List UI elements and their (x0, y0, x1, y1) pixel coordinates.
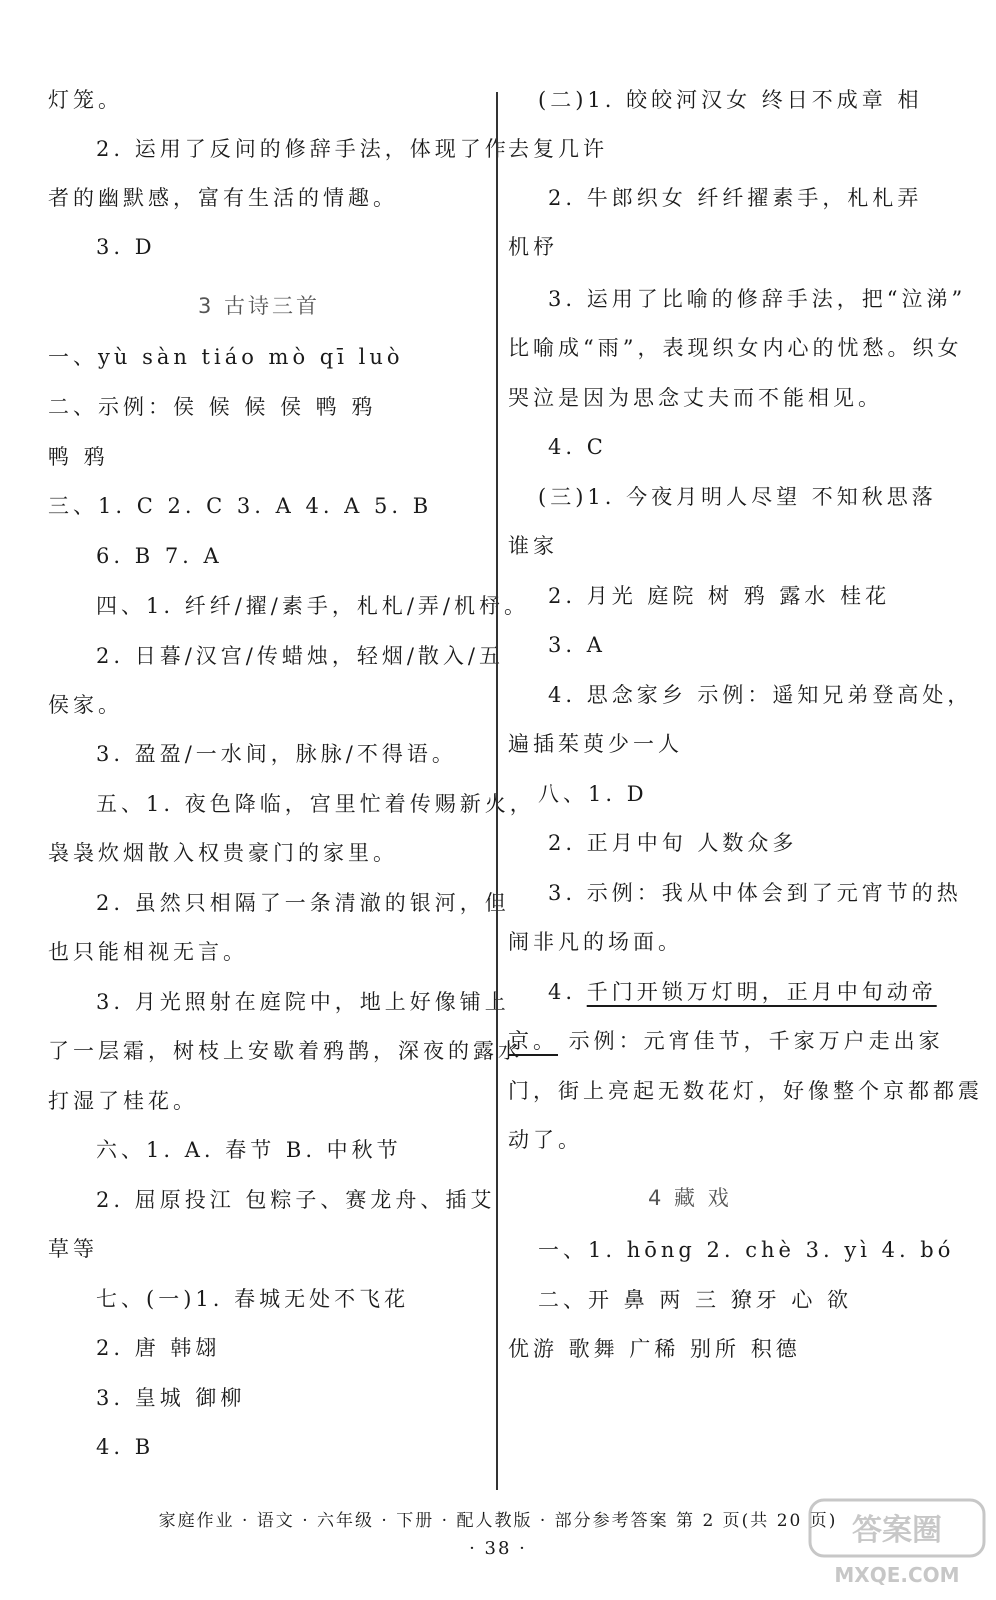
right-line-14: 遍插茱萸少一人 (508, 732, 683, 756)
left-line-3: 者的幽默感，富有生活的情趣。 (48, 186, 398, 210)
right-line-15: 八、1. D (538, 782, 648, 806)
right-line-2: 去复几许 (508, 137, 608, 161)
left-line-24: 草等 (48, 1237, 98, 1261)
right-line-24: 一、1. hōng 2. chè 3. yì 4. bó (538, 1238, 955, 1262)
left-line-27: 3. 皇城 御柳 (96, 1386, 246, 1410)
right-line-17: 3. 示例：我从中体会到了元宵节的热 (548, 881, 962, 905)
left-line-23: 2. 屈原投江 包粽子、赛龙舟、插艾 (96, 1188, 496, 1212)
right-line-16: 2. 正月中旬 人数众多 (548, 831, 798, 855)
left-line-28: 4. B (96, 1435, 155, 1459)
right-line-6: 比喻成“雨”，表现织女内心的忧愁。织女 (508, 336, 963, 360)
left-line-21: 打湿了桂花。 (48, 1089, 198, 1113)
right-line-21: 门，街上亮起无数花灯，好像整个京都都震 (508, 1079, 983, 1103)
right-line-3: 2. 牛郎织女 纤纤擢素手，札札弄 (548, 186, 923, 210)
svg-text:MXQE.COM: MXQE.COM (834, 1563, 960, 1587)
watermark-logo (808, 1496, 986, 1592)
left-line-14: 3. 盈盈/一水间，脉脉/不得语。 (96, 742, 457, 766)
left-line-11: 四、1. 纤纤/擢/素手，札札/弄/机杼。 (96, 594, 530, 618)
left-line-17: 2. 虽然只相隔了一条清澈的银河，但 (96, 891, 510, 915)
right-line-18: 闹非凡的场面。 (508, 930, 683, 954)
right-line-25: 二、开 鼻 两 三 獠牙 心 欲 (538, 1288, 853, 1312)
left-line-7: 二、示例：侯 候 候 侯 鸭 鸦 (48, 395, 377, 419)
column-divider (496, 92, 498, 1490)
left-line-19: 3. 月光照射在庭院中，地上好像铺上 (96, 990, 510, 1014)
left-line-8: 鸭 鸦 (48, 445, 109, 469)
right-line-20 (508, 1027, 944, 1055)
left-line-1: 灯笼。 (48, 88, 123, 112)
left-line-9: 三、1. C 2. C 3. A 4. A 5. B (48, 494, 433, 518)
left-line-20: 了一层霜，树枝上安歇着鸦鹊，深夜的露水 (48, 1039, 523, 1063)
right-line-5: 3. 运用了比喻的修辞手法，把“泣涕” (548, 287, 967, 311)
right-line-19 (548, 978, 937, 1006)
left-line-10: 6. B 7. A (96, 544, 223, 568)
right-line-7: 哭泣是因为思念丈夫而不能相见。 (508, 386, 883, 410)
left-line-13: 侯家。 (48, 693, 123, 717)
left-line-15: 五、1. 夜色降临，宫里忙着传赐新火， (96, 792, 535, 816)
right-line-4: 机杼 (508, 235, 558, 259)
left-line-4: 3. D (96, 235, 156, 259)
left-line-12: 2. 日暮/汉宫/传蜡烛，轻烟/散入/五 (96, 644, 505, 668)
left-line-22: 六、1. A. 春节 B. 中秋节 (96, 1138, 402, 1162)
right-line-26: 优游 歌舞 广稀 别所 积德 (508, 1337, 801, 1361)
right-line-9: (三)1. 今夜月明人尽望 不知秋思落 (538, 485, 937, 509)
section-title-3: 3 古诗三首 (198, 294, 321, 318)
left-line-6: 一、yù sàn tiáo mò qī luò (48, 345, 404, 369)
right-line-22: 动了。 (508, 1128, 583, 1152)
left-line-26: 2. 唐 韩翃 (96, 1336, 221, 1360)
left-line-16: 袅袅炊烟散入权贵豪门的家里。 (48, 841, 398, 865)
right-line-19-underlined: 千门开锁万灯明，正月中旬动帝 (586, 980, 937, 1004)
left-line-25: 七、(一)1. 春城无处不飞花 (96, 1287, 410, 1311)
right-line-12: 3. A (548, 633, 606, 657)
right-line-20-underlined: 京。 (508, 1029, 558, 1053)
page-footer: 家庭作业 · 语文 · 六年级 · 下册 · 配人教版 · 部分参考答案 第 2 页(共 20 页) (158, 1511, 838, 1531)
section-title-4: 4 藏 戏 (648, 1186, 732, 1210)
right-line-13: 4. 思念家乡 示例：遥知兄弟登高处， (548, 683, 973, 707)
right-line-1: (二)1. 皎皎河汉女 终日不成章 相 (538, 88, 923, 112)
svg-text:答案圈: 答案圈 (852, 1513, 942, 1548)
right-line-20-rest: 示例：元宵佳节，千家万户走出家 (558, 1029, 944, 1053)
right-line-8: 4. C (548, 435, 607, 459)
right-line-10: 谁家 (508, 534, 558, 558)
left-line-2: 2. 运用了反问的修辞手法，体现了作 (96, 137, 510, 161)
left-line-18: 也只能相视无言。 (48, 940, 248, 964)
right-line-19-head: 4. (548, 980, 587, 1004)
right-line-11: 2. 月光 庭院 树 鸦 露水 桂花 (548, 584, 891, 608)
page-number: · 38 · (469, 1538, 527, 1559)
